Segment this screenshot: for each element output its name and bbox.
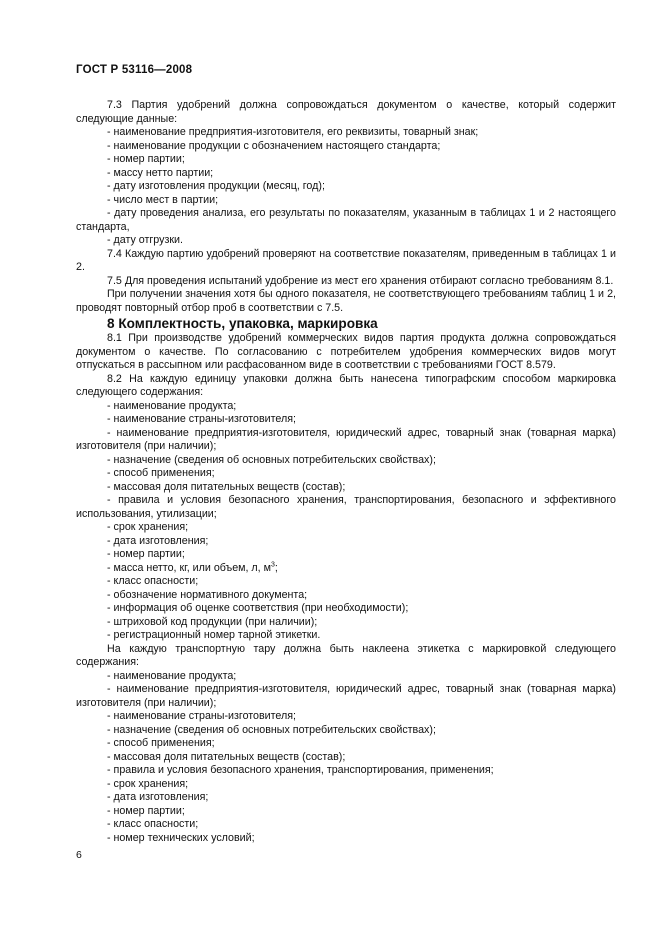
page-header: ГОСТ Р 53116—2008 xyxy=(76,64,193,76)
list-item: - дата изготовления; xyxy=(107,791,209,803)
list-item: - штриховой код продукции (при наличии); xyxy=(107,615,318,628)
list-item: - массовая доля питательных веществ (состав); xyxy=(107,480,346,493)
list-item: - дату отгрузки. xyxy=(107,234,183,246)
list-item: - дата изготовления; xyxy=(107,534,209,547)
list-item: - наименование продукта; xyxy=(107,669,237,682)
list-item: - правила и условия безопасного хранения, транспортирования, безопасного и эффективного использования, утилизации; xyxy=(76,494,616,520)
list-item: - способ применения; xyxy=(107,737,215,749)
list-item: - дату проведения анализа, его результаты по показателям, указанным в таблицах 1 и 2 настоящего стандарта, xyxy=(76,207,616,233)
paragraph-7-5: 7.5 Для проведения испытаний удобрение из мест его хранения отбирают согласно требованиям 8.1. xyxy=(107,274,614,287)
list-item: - номер технических условий; xyxy=(107,831,255,844)
list-item: - наименование предприятия-изготовителя, его реквизиты, товарный знак; xyxy=(107,126,479,138)
list-item: - число мест в партии; xyxy=(107,193,219,206)
list-item: - правила и условия безопасного хранения, транспортирования, применения; xyxy=(107,764,494,776)
list-item: - дату изготовления продукции (месяц, год); xyxy=(107,180,325,192)
list-item: - наименование продукта; xyxy=(107,399,237,412)
paragraph-transport: На каждую транспортную тару должна быть наклеена этикетка с маркировкой следующего содержания: xyxy=(76,642,616,668)
list-item: - назначение (сведения об основных потребительских свойствах); xyxy=(107,453,436,466)
list-item: - номер партии; xyxy=(107,153,185,165)
list-8-2-a xyxy=(76,400,616,562)
list-item: - номер партии; xyxy=(107,548,185,560)
paragraph-7-4: 7.4 Каждую партию удобрений проверяют на соответствие показателям, приведенным в таблицах 1 и 2. xyxy=(76,247,616,273)
list-transport xyxy=(76,670,616,846)
list-item: - наименование предприятия-изготовителя, юридический адрес, товарный знак (товарная марка) изготовителя (при наличии); xyxy=(76,426,616,452)
list-item: - регистрационный номер тарной этикетки. xyxy=(107,629,321,641)
list-item: - наименование продукции с обозначением настоящего стандарта; xyxy=(107,139,441,152)
list-item: - массовая доля питательных веществ (состав); xyxy=(107,750,346,763)
mass-tail: ; xyxy=(274,561,278,574)
mass-superscript: 3 xyxy=(270,560,275,568)
list-item: - информация об оценке соответствия (при необходимости); xyxy=(107,602,409,614)
list-item: - срок хранения; xyxy=(107,521,189,533)
list-7-3 xyxy=(76,126,616,248)
list-item: - номер партии; xyxy=(107,804,185,817)
page-content xyxy=(76,99,616,845)
list-item: - срок хранения; xyxy=(107,777,189,790)
list-item: - обозначение нормативного документа; xyxy=(107,588,308,601)
list-item: - назначение (сведения об основных потребительских свойствах); xyxy=(107,723,436,736)
list-item: - массу нетто партии; xyxy=(107,166,214,179)
mass-text: - масса нетто, кг, или объем, л, м xyxy=(107,561,271,574)
list-item-mass xyxy=(76,562,616,576)
list-item: - класс опасности; xyxy=(107,575,199,587)
page-number: 6 xyxy=(76,849,82,861)
list-8-2-b xyxy=(76,575,616,643)
list-item: - наименование страны-изготовителя; xyxy=(107,413,297,425)
paragraph-7-5-note: При получении значения хотя бы одного показателя, не соответствующего требованиям таблиц 1 и 2, проводят повторный отбор проб в соответствии с 7.5. xyxy=(76,288,616,314)
section-8-title: 8 Комплектность, упаковка, маркировка xyxy=(107,316,378,331)
list-item: - класс опасности; xyxy=(107,818,199,830)
paragraph-8-2: 8.2 На каждую единицу упаковки должна быть нанесена типографским способом маркировка следующего содержания: xyxy=(76,372,616,398)
list-item: - способ применения; xyxy=(107,467,215,479)
paragraph-8-1: 8.1 При производстве удобрений коммерческих видов партия продукта должна сопровождаться документом о качестве. По согласованию с потребителем удобрения коммерческих видов могут отпускаться в рассыпном или расфасованном виде в соответствии с требованиями ГОСТ 8.579. xyxy=(76,332,616,371)
list-item: - наименование предприятия-изготовителя, юридический адрес, товарный знак (товарная марка) изготовителя (при наличии); xyxy=(76,683,616,709)
paragraph-7-3: 7.3 Партия удобрений должна сопровождаться документом о качестве, который содержит следующие данные: xyxy=(76,99,616,125)
list-item: - наименование страны-изготовителя; xyxy=(107,710,297,722)
